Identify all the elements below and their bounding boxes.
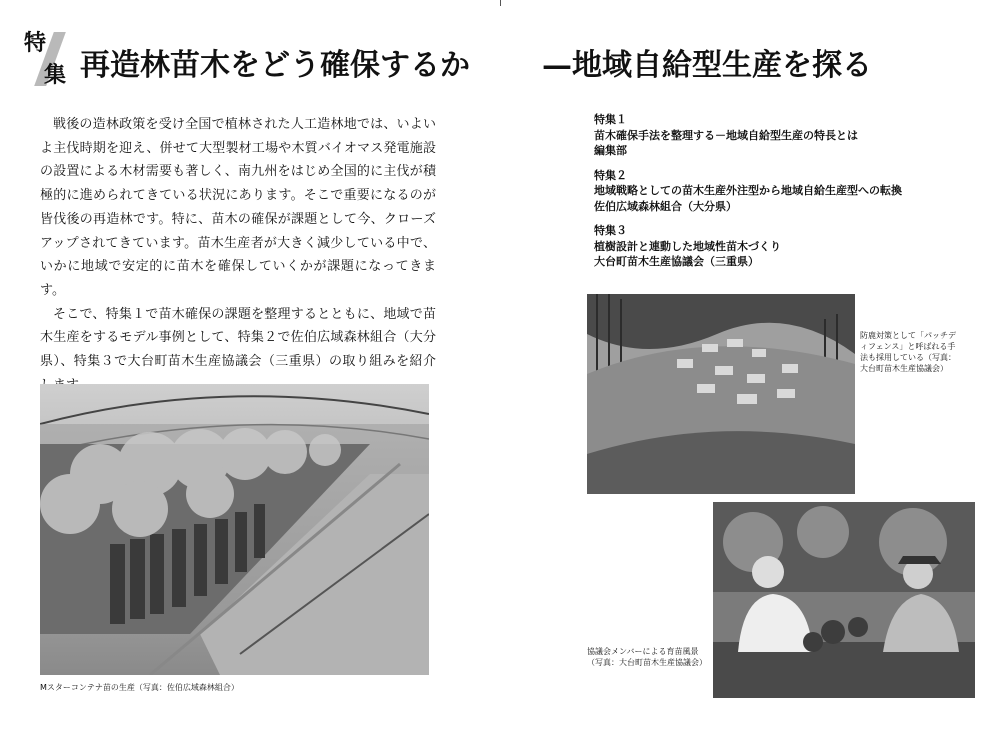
entry-label: 特集１ (594, 113, 627, 126)
badge-char-bottom: 集 (44, 63, 67, 88)
feature-title: 再造林苗木をどう確保するか (80, 48, 470, 83)
entry-label: 特集２ (594, 168, 627, 182)
entry-author: 編集部 (594, 144, 627, 157)
contents-entry-3 (594, 223, 994, 270)
entry-title: 植樹設計と連動した地域性苗木づくり (594, 239, 781, 253)
intro-paragraph-2: そこで、特集１で苗木確保の課題を整理するとともに、地域で苗木生産をするモデル事例として、特集２で佐伯広域森林組合（大分県）、特集３で大台町苗木生産協議会（三重県）の取り組みを紹介 (40, 306, 436, 370)
contents-list (594, 112, 994, 279)
container-seedlings-photo (40, 384, 429, 675)
page-crease (500, 0, 501, 6)
entry-title: 苗木確保手法を整理する－地域自給型生産の特長とは (594, 128, 858, 142)
entry-label: 特集３ (594, 224, 627, 237)
feature-subtitle: —地域自給型生産を探る (542, 48, 872, 83)
contents-entry-1 (594, 112, 994, 159)
badge-char-top: 特 (24, 31, 47, 56)
intro-paragraph-1: 戦後の造林政策を受け全国で植林された人工造林地では、いよいよ主伐時期を迎え、併せて大型製材工場や木質バイオマス発電施設の設置による木材需要も著しく、南九州をはじめ全国的に主伐が積極的に進められてきている状況にあります。そこで重要になるのが皆伐後の再造林です。特に、苗木の確保が課題として今、クローズアップされてきています。苗木生産者が大きく減少している中で、いかに地域で安定的に苗木を確保していくかが課題になってきます。 (40, 117, 436, 298)
entry-author: 大台町苗木生産協議会（三重県） (594, 255, 759, 268)
hillside-caption: 防鹿対策として「パッチディフェンス」と呼ばれる手法も採用している（写真：大台町苗木生産協議会） (860, 331, 956, 373)
intro-text (40, 113, 436, 397)
contents-entry-2 (594, 168, 994, 215)
nursery-members-caption: 協議会メンバーによる育苗風景（写真：大台町苗木生産協議会） (587, 647, 707, 667)
entry-author: 佐伯広域森林組合（大分県） (594, 199, 737, 213)
hillside-patch-defense-photo (587, 294, 855, 494)
container-seedlings-caption: Mスターコンテナ苗の生産（写真：佐伯広域森林組合） (40, 683, 239, 692)
feature-badge (24, 26, 74, 88)
entry-title: 地域戦略としての苗木生産外注型から地域自給生産型への転換 (594, 184, 902, 197)
nursery-members-photo (713, 502, 975, 698)
